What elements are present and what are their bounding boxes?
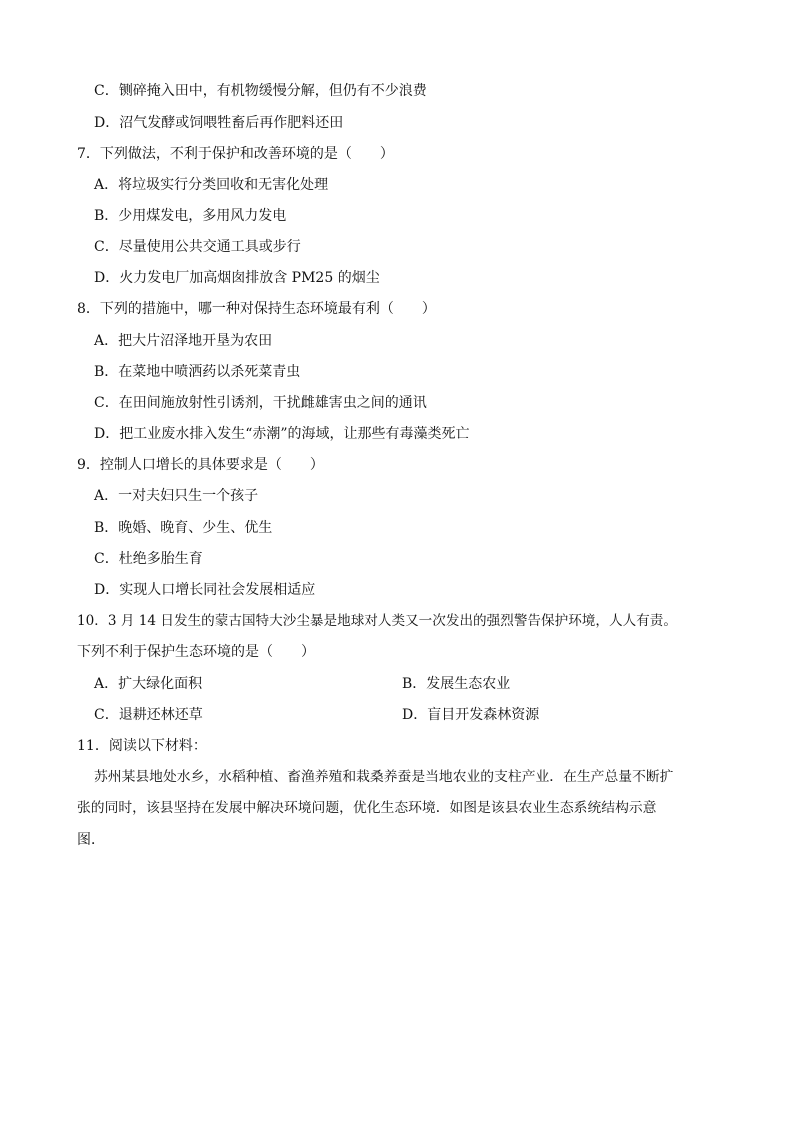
q9-stem: 9．控制人口增长的具体要求是（ ） <box>77 457 324 473</box>
q10-option-b: B．发展生态农业 <box>402 676 511 692</box>
q7-option-c: C．尽量使用公共交通工具或步行 <box>94 239 301 255</box>
q9-option-d: D．实现人口增长同社会发展相适应 <box>94 582 316 598</box>
q6-option-c: C．铡碎掩入田中，有机物缓慢分解，但仍有不少浪费 <box>94 83 427 99</box>
q8-stem: 8．下列的措施中，哪一种对保持生态环境最有利（ ） <box>77 301 436 317</box>
q11-stem: 11．阅读以下材料： <box>77 738 207 754</box>
q11-material-line1: 苏州某县地处水乡，水稻种植、畜渔养殖和栽桑养蚕是当地农业的支柱产业．在生产总量不断扩 <box>94 769 674 785</box>
q10-option-d: D．盲目开发森林资源 <box>402 707 540 723</box>
q8-option-b: B．在菜地中喷洒药以杀死菜青虫 <box>94 364 301 380</box>
q10-stem-line1: 10．3 月 14 日发生的蒙古国特大沙尘暴是地球对人类又一次发出的强烈警告保护环境，人人有责。 <box>77 613 677 629</box>
q7-option-d: D．火力发电厂加高烟囱排放含 PM25 的烟尘 <box>94 270 380 286</box>
q7-stem: 7．下列做法，不利于保护和改善环境的是（ ） <box>77 146 394 162</box>
q11-material-line2: 张的同时，该县坚持在发展中解决环境问题，优化生态环境．如图是该县农业生态系统结构示意 <box>77 800 657 816</box>
q7-option-b: B．少用煤发电，多用风力发电 <box>94 208 287 224</box>
q10-stem-line2: 下列不利于保护生态环境的是（ ） <box>77 644 315 660</box>
q10-option-a: A．扩大绿化面积 <box>94 676 203 692</box>
q9-option-a: A．一对夫妇只生一个孩子 <box>94 488 259 504</box>
q8-option-d: D．把工业废水排入发生“赤潮”的海域，让那些有毒藻类死亡 <box>94 426 470 442</box>
q9-option-c: C．杜绝多胎生育 <box>94 551 203 567</box>
q8-option-c: C．在田间施放射性引诱剂，干扰雌雄害虫之间的通讯 <box>94 395 427 411</box>
q10-option-c: C．退耕还林还草 <box>94 707 203 723</box>
q7-option-a: A．将垃圾实行分类回收和无害化处理 <box>94 177 329 193</box>
q8-option-a: A．把大片沼泽地开垦为农田 <box>94 333 273 349</box>
q6-option-d: D．沼气发酵或饲喂牲畜后再作肥料还田 <box>94 115 344 131</box>
q11-material-line3: 图． <box>77 832 105 848</box>
q9-option-b: B．晚婚、晚育、少生、优生 <box>94 520 273 536</box>
